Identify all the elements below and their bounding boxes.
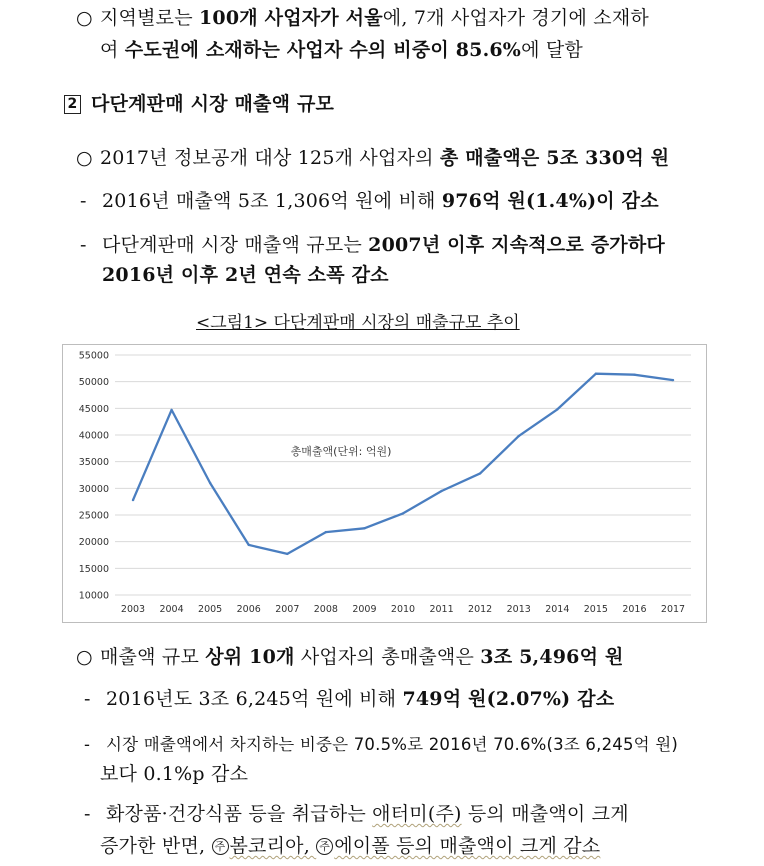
para4-line1 [80, 233, 665, 257]
y-tick-label: 50000 [78, 377, 109, 389]
bullet-circle: ○ [76, 7, 93, 29]
text-run: 2017년 정보공개 대상 125개 사업자의 [100, 147, 440, 169]
para3-line1 [80, 189, 659, 213]
data-point [518, 435, 520, 437]
x-tick-label: 2008 [313, 604, 338, 615]
bold-text: 976억 원(1.4%)이 감소 [441, 190, 659, 212]
bold-text: 3조 5,496억 원 [480, 646, 624, 668]
company-name: 에이폴 등의 매출액이 크게 감소 [334, 835, 601, 857]
x-tick-label: 2010 [390, 604, 416, 615]
text-run: 에, 7개 사업자가 경기에 소재하 [382, 7, 649, 29]
x-tick-label: 2014 [545, 604, 570, 615]
company-name: 애터미(주) [372, 803, 462, 825]
series-line [133, 374, 673, 554]
dash-marker: - [80, 234, 87, 256]
y-tick-label: 55000 [78, 350, 109, 362]
bold-text: 749억 원(2.07%) 감소 [402, 688, 615, 710]
sales-trend-chart [62, 344, 707, 623]
bold-text: 총 매출액은 5조 330억 원 [439, 147, 670, 169]
figure-caption: <그림1> 다단계판매 시장의 매출규모 추이 [196, 313, 520, 333]
data-point [440, 490, 442, 492]
para5-line1 [76, 645, 624, 669]
data-point [286, 553, 288, 555]
bullet-circle: ○ [76, 646, 93, 668]
corp-mark-icon: 주 [316, 838, 333, 855]
para6-line1 [84, 687, 614, 711]
bold-text: 수도권에 소재하는 사업자 수의 비중이 85.6% [124, 39, 522, 61]
data-point [402, 512, 404, 514]
chart-annotation: 총매출액(단위: 억원) [290, 445, 392, 458]
x-tick-label: 2006 [236, 604, 261, 615]
para7-line1 [84, 733, 678, 757]
data-point [633, 374, 635, 376]
text-run: 2016년 매출액 5조 1,306억 원에 비해 [102, 190, 442, 212]
para1-line1 [76, 6, 649, 30]
y-tick-label: 25000 [78, 510, 109, 522]
text-run: 사업자의 총매출액은 [294, 646, 481, 668]
x-tick-label: 2015 [583, 604, 608, 615]
x-tick-label: 2012 [468, 604, 493, 615]
bold-text: 상위 10개 [205, 646, 295, 668]
para8-text1c: 등의 매출액이 크게 [461, 803, 629, 825]
y-tick-label: 45000 [78, 403, 109, 415]
para7-text1: 시장 매출액에서 차지하는 비중은 70.5%로 2016년 70.6%(3조 6,245억 원) [106, 735, 679, 754]
text-run: 다단계판매 시장 매출액 규모는 [102, 234, 369, 256]
chart-svg [63, 345, 706, 622]
bold-text: 100개 사업자가 서울 [199, 7, 383, 29]
y-tick-label: 20000 [78, 537, 109, 549]
para8-text1a: 화장품·건강식품 등을 취급하는 [106, 803, 373, 825]
x-tick-label: 2016 [622, 604, 647, 615]
bullet-circle: ○ [76, 147, 93, 169]
data-point [209, 482, 211, 484]
data-point [170, 409, 172, 411]
x-tick-label: 2003 [120, 604, 146, 615]
data-point [595, 372, 597, 374]
para8-line1 [84, 802, 629, 826]
company-name: 봄코리아, [229, 835, 317, 857]
x-tick-label: 2007 [275, 604, 300, 615]
y-tick-label: 30000 [78, 483, 109, 495]
text-run: 에 달함 [521, 39, 583, 61]
text-run: 2016년도 3조 6,245억 원에 비해 [106, 688, 403, 710]
x-tick-label: 2009 [352, 604, 377, 615]
y-tick-label: 15000 [78, 563, 109, 575]
data-point [479, 472, 481, 474]
para2-line1 [76, 146, 669, 170]
x-tick-label: 2004 [159, 604, 184, 615]
y-tick-label: 40000 [78, 430, 109, 442]
dash-marker: - [84, 735, 91, 754]
x-tick-label: 2005 [198, 604, 223, 615]
text-run: 지역별로는 [100, 7, 200, 29]
x-tick-label: 2011 [429, 604, 454, 615]
section-heading [64, 92, 334, 116]
para8-text2a: 증가한 반면, [100, 835, 212, 857]
data-point [248, 544, 250, 546]
data-point [325, 531, 327, 533]
dash-marker: - [84, 688, 91, 710]
section-number-box: 2 [64, 95, 81, 114]
text-run: 매출액 규모 [100, 646, 206, 668]
data-point [132, 499, 134, 501]
para8-line2 [100, 834, 600, 858]
data-point [672, 379, 674, 381]
para1-line2 [100, 38, 583, 62]
x-tick-label: 2013 [506, 604, 531, 615]
y-tick-label: 35000 [78, 457, 109, 469]
y-tick-label: 10000 [78, 590, 109, 602]
dash-marker: - [84, 803, 91, 825]
corp-mark-icon: 주 [212, 838, 229, 855]
data-point [556, 408, 558, 410]
x-tick-label: 2017 [660, 604, 686, 615]
bold-text: 2007년 이후 지속적으로 증가하다 [368, 234, 665, 256]
text-run: 여 [100, 39, 125, 61]
para4-line2 [102, 263, 389, 287]
dash-marker: - [80, 190, 87, 212]
data-point [363, 527, 365, 529]
bold-text: 2016년 이후 2년 연속 소폭 감소 [102, 264, 389, 286]
section-title: 다단계판매 시장 매출액 규모 [91, 93, 335, 115]
para7-line2: 보다 0.1%p 감소 [100, 763, 249, 785]
